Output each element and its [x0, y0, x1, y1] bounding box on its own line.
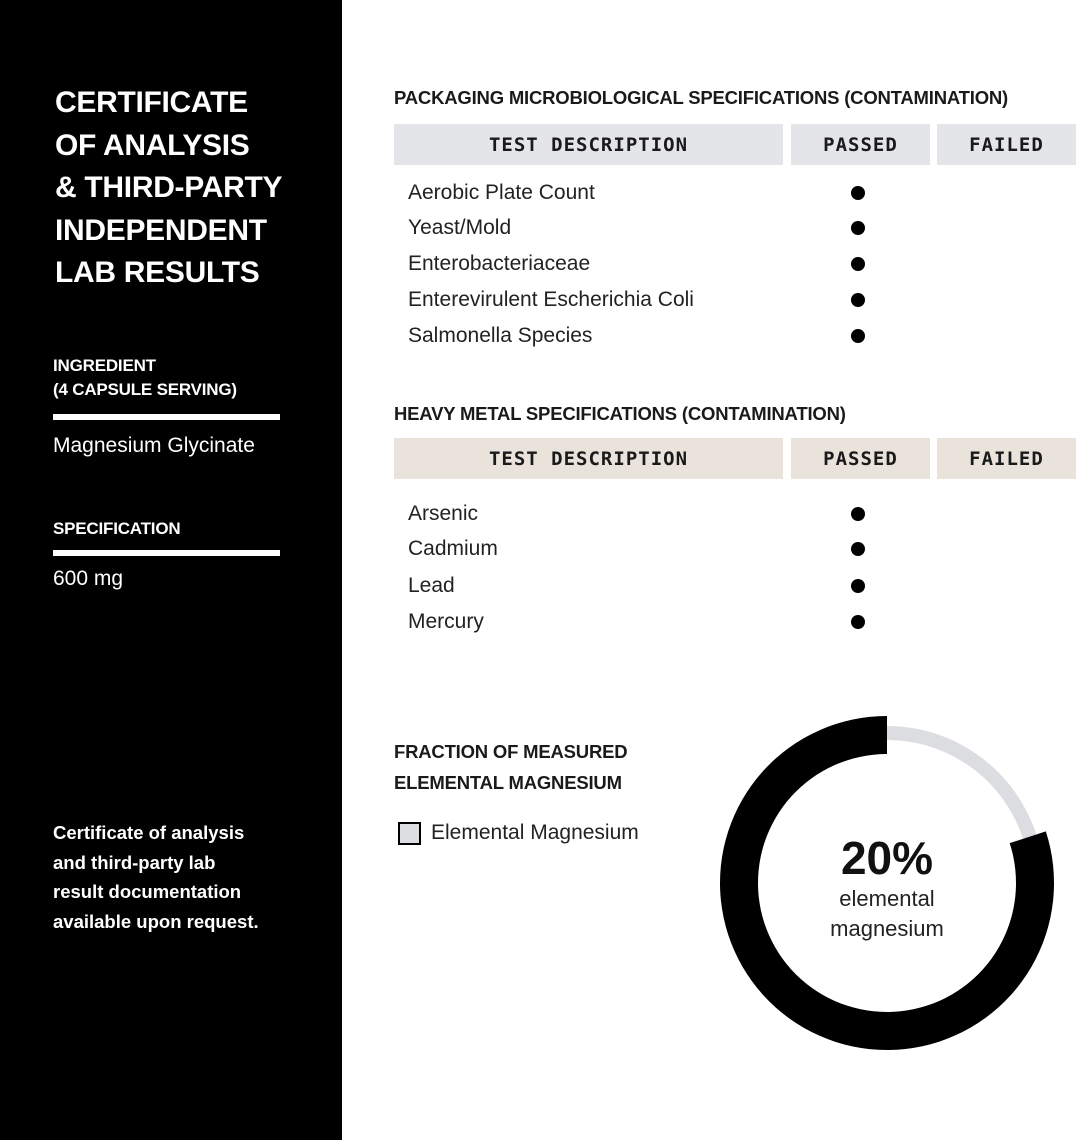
test-name: Yeast/Mold — [408, 216, 512, 239]
chart-legend — [398, 821, 639, 845]
table-row — [394, 246, 1080, 282]
availability-note — [53, 818, 333, 936]
title-line: & THIRD-PARTY — [55, 171, 283, 204]
note-line: available upon request. — [53, 910, 259, 932]
donut-subtitle: magnesium — [830, 916, 944, 941]
title-line: LAB RESULTS — [55, 256, 260, 289]
fraction-title-line: FRACTION OF MEASURED — [394, 741, 628, 762]
header-passed: PASSED — [791, 438, 930, 479]
table-row — [394, 318, 1080, 354]
title-line: CERTIFICATE — [55, 86, 248, 119]
header-passed: PASSED — [791, 124, 930, 165]
test-name: Enterobacteriaceae — [408, 252, 591, 275]
microbiological-title: PACKAGING MICROBIOLOGICAL SPECIFICATIONS (CONTAMINATION) — [394, 87, 1009, 108]
test-name: Enterevirulent Escherichia Coli — [408, 288, 694, 311]
passed-indicator — [851, 221, 865, 235]
test-name: Cadmium — [408, 537, 498, 560]
ingredient-value: Magnesium Glycinate — [53, 434, 255, 457]
passed-indicator — [851, 507, 865, 521]
specification-value: 600 mg — [53, 567, 124, 590]
specification-label: SPECIFICATION — [53, 519, 181, 538]
passed-indicator — [851, 579, 865, 593]
specification-divider — [53, 550, 280, 556]
donut-slice-elemental-magnesium — [887, 726, 1036, 839]
test-name: Salmonella Species — [408, 324, 593, 347]
table-row — [394, 604, 1080, 640]
passed-indicator — [851, 329, 865, 343]
test-name: Aerobic Plate Count — [408, 181, 595, 204]
fraction-title-line: ELEMENTAL MAGNESIUM — [394, 772, 622, 793]
ingredient-divider — [53, 414, 280, 420]
test-name: Arsenic — [408, 502, 479, 525]
note-line: and third-party lab — [53, 851, 216, 873]
table-row — [394, 175, 1080, 211]
page-title — [55, 82, 325, 295]
ingredient-label-line: INGREDIENT — [53, 356, 156, 375]
header-failed: FAILED — [937, 438, 1076, 479]
passed-indicator — [851, 542, 865, 556]
passed-indicator — [851, 186, 865, 200]
heavy-metal-title: HEAVY METAL SPECIFICATIONS (CONTAMINATION) — [394, 403, 846, 424]
title-line: OF ANALYSIS — [55, 128, 250, 162]
test-name: Mercury — [408, 610, 484, 633]
table-row — [394, 531, 1080, 567]
table-row — [394, 496, 1080, 532]
table-row — [394, 210, 1080, 246]
title-line: INDEPENDENT — [55, 213, 267, 247]
legend-swatch — [398, 822, 421, 845]
donut-percent: 20% — [840, 832, 934, 884]
sidebar — [0, 0, 342, 1140]
ingredient-label — [53, 354, 237, 402]
passed-indicator — [851, 615, 865, 629]
note-line: Certificate of analysis — [53, 822, 245, 843]
table-row — [394, 282, 1080, 318]
header-test-description: TEST DESCRIPTION — [394, 124, 783, 165]
fraction-title — [394, 736, 627, 798]
donut-subtitle: elemental — [839, 886, 935, 911]
legend-label: Elemental Magnesium — [431, 821, 639, 844]
header-failed: FAILED — [937, 124, 1076, 165]
test-name: Lead — [408, 574, 455, 597]
table-row — [394, 568, 1080, 604]
passed-indicator — [851, 257, 865, 271]
ingredient-label-line: (4 CAPSULE SERVING) — [53, 380, 237, 399]
note-line: result documentation — [53, 881, 242, 902]
header-test-description: TEST DESCRIPTION — [394, 438, 783, 479]
passed-indicator — [851, 293, 865, 307]
